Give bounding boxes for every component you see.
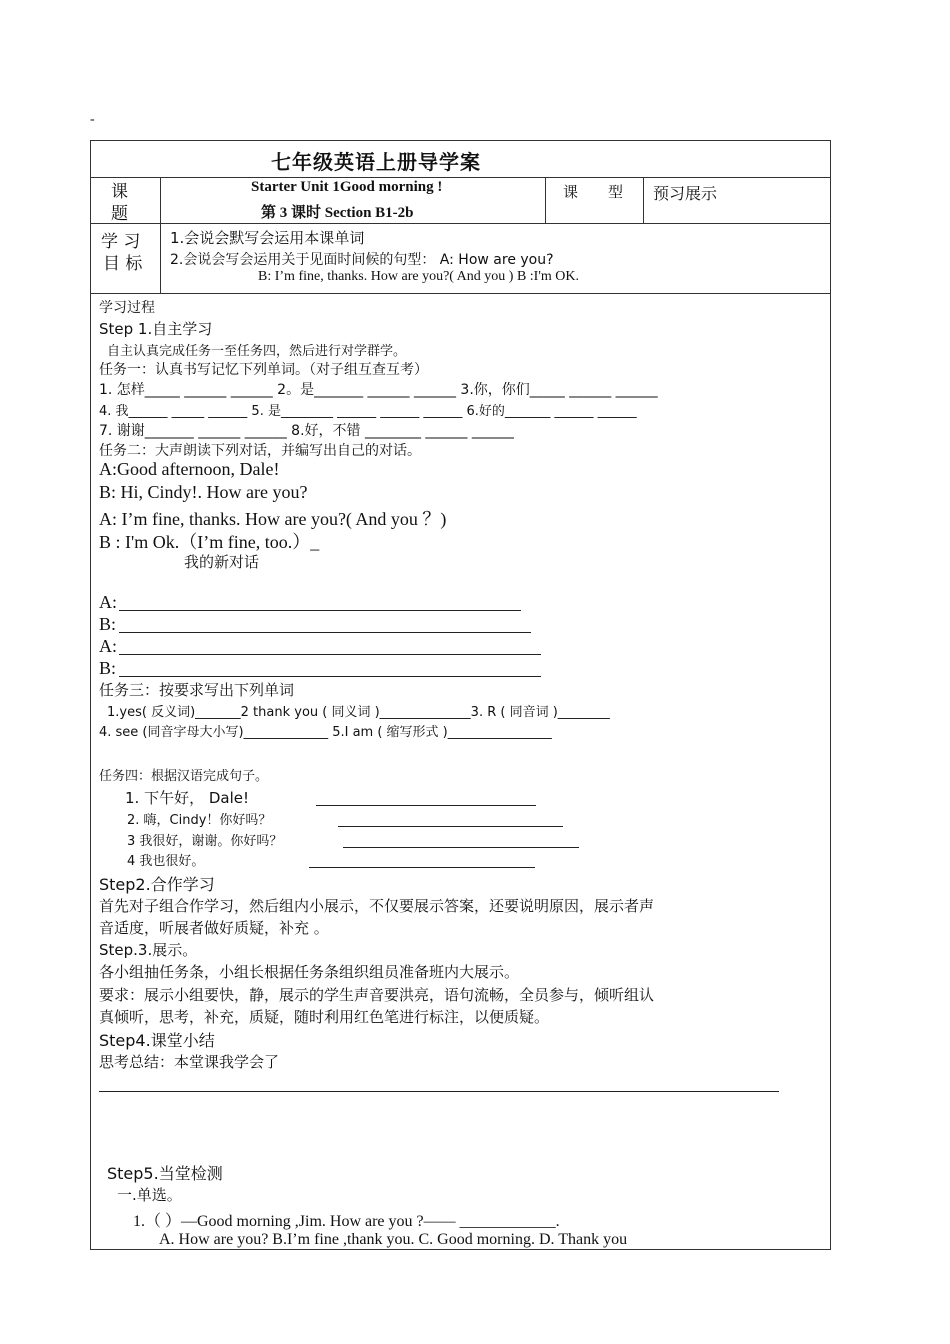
question-options: A. How are you? B.I’m fine ,thank you. C. Good morning. D. Thank you [159,1231,628,1248]
task1-row: 1. 怎样_____ ______ ______ 2。是_______ ______ ______ 3.你，你们_____ ______ ______ [99,382,658,398]
answer-blank[interactable] [316,805,536,806]
task3-row: 4. see (同音字母大小写)_____________ 5.I am ( 缩写形式 )________________ [99,725,552,740]
task4-heading: 任务四：根据汉语完成句子。 [99,769,269,784]
answer-blank[interactable] [119,632,531,633]
goal-item: 2.会说会写会运用关于见面时间候的句型： A: How are you? [170,252,554,268]
step2-description: 音适度，听展者做好质疑，补充 。 [99,919,329,937]
process-heading: 学习过程 [99,300,155,316]
type-label: 课 型 [563,183,624,201]
step1-heading: Step 1.自主学习 [99,320,213,338]
dialog-blank-label: B: [99,658,117,678]
column-divider [545,177,546,224]
dialog-blank-label: A: [99,636,117,656]
my-dialog-heading: 我的新对话 [184,553,260,571]
row-divider [91,177,830,178]
task4-item: 4 我也很好。 [127,854,205,869]
dialog-line: B: Hi, Cindy!. How are you? [99,482,308,502]
task4-item: 1. 下午好， Dale! [125,789,249,807]
answer-blank[interactable] [343,847,579,848]
answer-blank[interactable] [119,654,541,655]
step3-description: 各小组抽任务条，小组长根据任务条组织组员准备班内大展示。 [99,963,520,981]
task4-item: 3 我很好，谢谢。你好吗？ [127,834,283,849]
goal-item-continued: B: I’m fine, thanks. How are you?( And you ) B :I'm OK. [258,269,579,284]
dialog-line: A:Good afternoon, Dale! [99,459,280,479]
task1-heading: 任务一：认真书写记忆下列单词。（对子组互查互考） [99,362,428,378]
dialog-blank-label: A: [99,592,117,612]
step3-heading: Step.3.展示。 [99,941,198,959]
task4-item: 2. 嗨，Cindy！你好吗？ [127,813,272,828]
task1-row: 7. 谢谢_______ ______ ______ 8.好，不错 ________ ______ ______ [99,423,514,439]
step2-heading: Step2.合作学习 [99,875,215,894]
row-divider [91,293,830,294]
question-item: 1.（ ）—Good morning ,Jim. How are you ?—— ____________. [133,1213,560,1230]
column-divider [643,177,644,224]
topic-unit: Starter Unit 1Good morning ! [251,179,443,195]
answer-blank[interactable] [119,676,541,677]
answer-blank[interactable] [99,1091,779,1092]
topic-section: 第 3 课时 Section B1-2b [261,205,414,221]
dialog-line: A: I’m fine, thanks. How are you?( And you ？) [99,509,447,529]
page-dash: - [90,112,95,127]
dialog-blank-label: B: [99,614,117,634]
step5-heading: Step5.当堂检测 [107,1164,223,1183]
task3-row: 1.yes( 反义词)_______2 thank you ( 同义词 )______________3. R ( 同音词 )________ [107,705,610,720]
section-heading: 一.单选。 [117,1186,182,1204]
step4-description: 思考总结：本堂课我学会了 [99,1053,280,1071]
goal-item: 1.会说会默写会运用本课单词 [170,229,365,247]
task2-heading: 任务二：大声朗读下列对话，并编写出自己的对话。 [99,443,421,459]
answer-blank[interactable] [119,610,521,611]
goals-label: 目 标 [103,254,143,274]
step3-description: 真倾听，思考，补充，质疑，随时利用红色笔进行标注，以便质疑。 [99,1008,550,1026]
answer-blank[interactable] [309,867,535,868]
step4-heading: Step4.课堂小结 [99,1031,215,1050]
step3-description: 要求：展示小组要快，静，展示的学生声音要洪亮，语句流畅，全员参与，倾听组认 [99,986,655,1004]
dialog-line: B : I'm Ok.（I’m fine, too.）_ [99,532,320,552]
step1-description: 自主认真完成任务一至任务四，然后进行对学群学。 [107,344,407,359]
column-divider [160,177,161,294]
task1-row: 4. 我______ _____ ______ 5. 是________ ______ ______ ______ 6.好的_______ ______ ______ [99,404,637,419]
page-title: 七年级英语上册导学案 [271,150,481,174]
type-value: 预习展示 [653,184,718,203]
worksheet-table [90,140,831,1250]
topic-label: 课题 [111,182,128,224]
answer-blank[interactable] [338,826,563,827]
row-divider [91,223,830,224]
task3-heading: 任务三：按要求写出下列单词 [99,681,295,699]
step2-description: 首先对子组合作学习，然后组内小展示，不仅要展示答案，还要说明原因，展示者声 [99,897,655,915]
goals-label: 学 习 [101,232,141,252]
